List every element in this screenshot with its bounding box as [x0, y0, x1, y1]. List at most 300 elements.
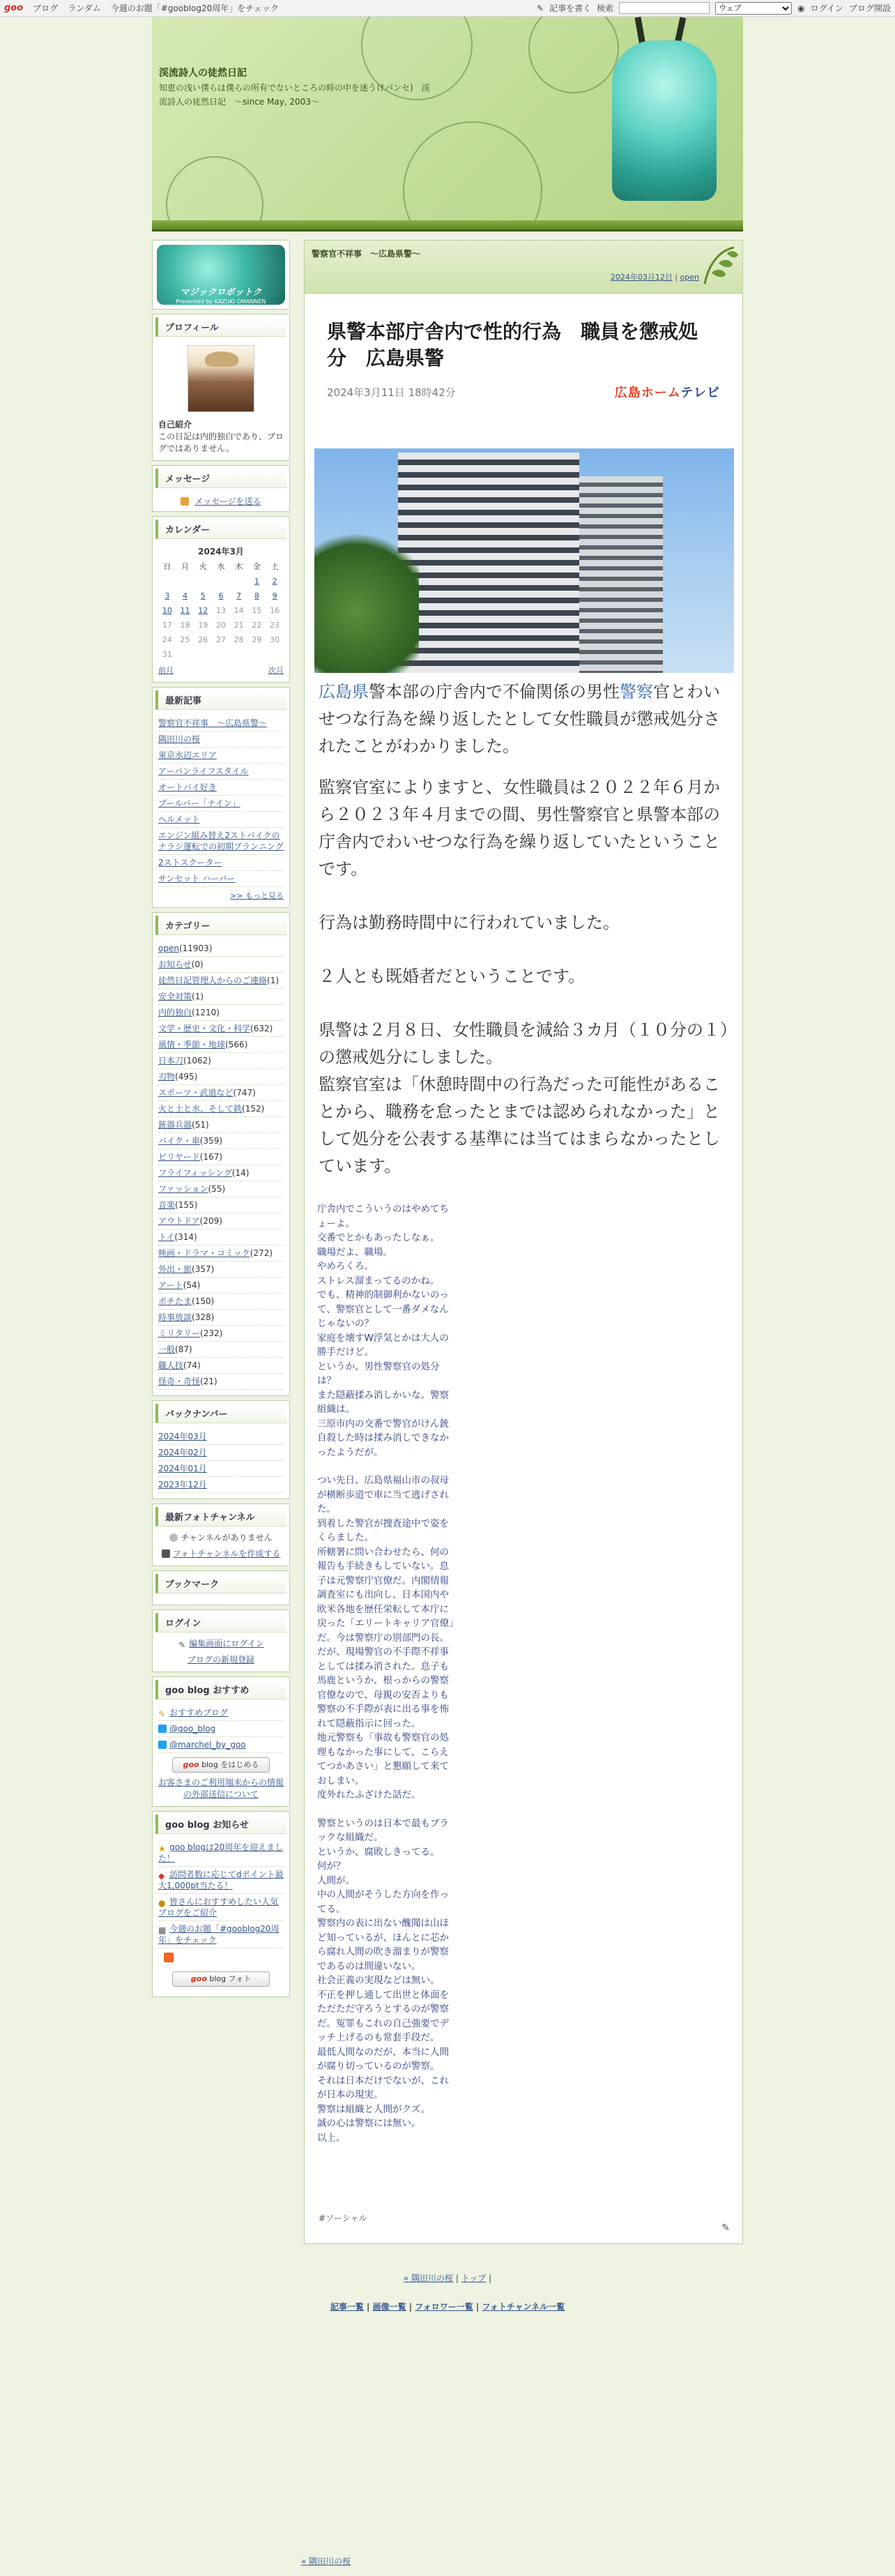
social-label: #ソーシャル	[319, 2213, 367, 2223]
pencil-icon: ✎	[537, 3, 544, 13]
calendar-day: 22	[252, 621, 262, 630]
login-heading: ログイン	[155, 1613, 286, 1632]
header-dessert-image	[612, 40, 717, 201]
calendar-weekday: 月	[181, 562, 190, 571]
calendar-day	[194, 603, 212, 618]
category-count: (152)	[242, 1104, 265, 1114]
more-articles-link[interactable]: >> もっと見る	[230, 891, 284, 900]
send-message-link[interactable]: メッセージを送る	[194, 497, 261, 506]
sidebar-logo-sub: Presented by KAZUKI OMANNEN	[176, 298, 266, 305]
category-count: (314)	[174, 1232, 197, 1242]
recent-article-link[interactable]: アーバンライフスタイル	[158, 766, 249, 776]
header-strip	[152, 220, 743, 232]
notice-link-weekly-theme[interactable]: 今週のお題「#gooblog20周年」をチェック	[158, 1924, 280, 1945]
building-image	[398, 453, 579, 673]
comment-line: だが、現場警官の不手際不祥事としては揉み消された。息子も馬鹿というか、根っからの警察官僚なので、母親の安否よりも警察の不手際が表に出る事を怖れて隠蔽指示に回った。	[317, 1646, 449, 1729]
list-item	[158, 1005, 284, 1021]
calendar-day: 24	[162, 635, 172, 644]
comment-line: というか、男性警察官の処分は？	[317, 1361, 440, 1386]
list-item	[158, 1245, 284, 1262]
calendar-day	[176, 574, 194, 589]
footer-prev-article-link[interactable]: « 隅田川の桜	[301, 2556, 351, 2566]
comment-line: でも、精神的制御利かないのって、警察官として一番ダメなんじゃないの？	[317, 1289, 449, 1329]
comment-line: 所轄署に問い合わせたら、何の報告も手続きもしていない。息子は元警察庁官僚だ。内閣情報調査室にも出向し、日本国内や欧米各地を歴任栄転して本庁に戻った「エリートキャリア官僚」だ。今は警察庁の別部門の長。	[317, 1546, 454, 1644]
notice-link-dpoint[interactable]: 訪問者数に応じてdポイント最大1,000pt当たる！	[158, 1870, 284, 1891]
recent-article-link[interactable]: サンセット ハーバー	[158, 874, 236, 884]
calendar-day: 23	[270, 621, 280, 630]
blog-header	[152, 17, 743, 220]
twitter-marchel-link[interactable]: @marchel_by_goo	[169, 1740, 246, 1750]
login-link[interactable]: ログイン	[810, 3, 843, 13]
category-link[interactable]: ファッション	[158, 1184, 208, 1194]
list-item	[158, 973, 284, 989]
blog-description: 知恵の浅い僕らは僕らの所有でないところの時の中を迷うけパンセ) 渓流詩人の徒然日記 〜since May, 2003〜	[159, 83, 430, 107]
profile-intro: この日記は内的独白であり、ブログではありません。	[158, 432, 284, 453]
category-link[interactable]: アウトドア	[158, 1216, 200, 1226]
profile-heading: プロフィール	[155, 317, 286, 337]
search-scope-select[interactable]	[715, 2, 792, 15]
calendar-day-link[interactable]: 8	[254, 591, 259, 600]
article-date: 2024年03月12日 | open	[610, 273, 699, 282]
category-link[interactable]: open	[158, 944, 179, 953]
footer-link-images[interactable]: 画像一覧	[372, 2302, 406, 2312]
recent-article-link[interactable]: オートバイ好き	[158, 782, 217, 792]
list-item	[158, 764, 284, 780]
list-item	[158, 1374, 284, 1390]
calendar-day: 21	[234, 621, 244, 630]
comment-line: 人間が。	[317, 1874, 355, 1886]
building-image	[579, 476, 663, 673]
calendar-day-link[interactable]: 11	[180, 606, 190, 615]
article-photo	[314, 448, 734, 673]
article-pubdate: 2024年3月11日 18時42分	[327, 386, 456, 399]
comment-line: 誠の心は警察には無い。	[317, 2118, 421, 2129]
notice-link-20th[interactable]: goo blogは20周年を迎えました！	[158, 1842, 284, 1863]
main-content	[304, 240, 743, 2244]
category-count: (328)	[192, 1312, 215, 1322]
goo-topbar	[0, 0, 895, 17]
recommended-blogs-link[interactable]: おすすめブログ	[169, 1708, 229, 1718]
list-item	[158, 941, 284, 957]
calendar-caption: 2024年3月	[198, 547, 244, 556]
comment-line: 社会正義の実現などは無い。	[317, 1975, 440, 1986]
category-link[interactable]: バイク・車	[158, 1136, 200, 1146]
message-box	[152, 465, 290, 512]
category-link[interactable]: 日本刀	[158, 1056, 184, 1066]
prev-article-link[interactable]: « 隅田川の桜	[403, 2273, 453, 2283]
list-item	[158, 957, 284, 973]
comment-line: 交番でとかもあったしなぁ。	[317, 1232, 440, 1243]
category-link[interactable]: 徒然日記管理人からのご連絡	[158, 976, 268, 985]
tree-image	[314, 520, 419, 673]
photo-channel-heading: 最新フォトチャンネル	[155, 1507, 286, 1526]
calendar-weekday: 日	[163, 562, 171, 571]
category-link[interactable]: スポーツ・武道など	[158, 1088, 234, 1098]
list-item	[158, 1262, 284, 1278]
article-header	[305, 241, 742, 294]
calendar-day	[212, 647, 230, 662]
profile-box	[152, 314, 290, 461]
category-count: (21)	[200, 1377, 217, 1386]
category-link[interactable]: 一般	[158, 1344, 176, 1354]
leaf-flourish-icon	[699, 243, 740, 289]
footer-link-photo-channels[interactable]: フォトチャンネル一覧	[482, 2302, 565, 2312]
keyword-link-police[interactable]: 警察	[620, 682, 653, 702]
article-paragraph: 監察官室は「休憩時間中の行為だった可能性があることから、職務を怠ったとまでは認められなかった」として処分を公表する基準には当てはまらなかったとしています。	[319, 1075, 720, 1176]
photo-channel-box	[152, 1503, 290, 1566]
top-link[interactable]: トップ	[461, 2273, 487, 2283]
article-paragraph: 行為は勤務時間中に行われていました。	[319, 913, 620, 932]
category-link[interactable]: 火と土と水、そして鉄	[158, 1104, 243, 1114]
open-blog-link[interactable]: ブログ開設	[848, 3, 891, 13]
comment-line: というか、腐敗しきってる。	[317, 1846, 440, 1858]
recent-article-link[interactable]: 2ストスクーター	[158, 858, 222, 867]
list-item	[158, 1326, 284, 1342]
article-category-link[interactable]: open	[680, 273, 699, 282]
category-count: (359)	[199, 1136, 223, 1146]
calendar-day	[194, 647, 212, 662]
list-item	[158, 780, 284, 796]
calendar-day-link[interactable]: 5	[200, 591, 206, 600]
comment-line: 家庭を壊すW浮気とかは大人の勝手だけど。	[317, 1332, 449, 1358]
blog-title[interactable]: 渓流詩人の徒然日記	[159, 68, 247, 79]
comment-line: 地元警察も「事故も警察官の処理もなかった事にして、こらえてつかあさい」と懇願して来ておしまい。	[317, 1732, 449, 1787]
goo-logo: goo	[183, 1760, 199, 1769]
calendar-day	[158, 574, 176, 589]
category-count: (55)	[208, 1184, 226, 1194]
calendar-weekday: 金	[252, 562, 261, 571]
category-count: (495)	[175, 1072, 198, 1082]
category-link[interactable]: 刃物	[158, 1072, 176, 1082]
category-count: (1)	[267, 976, 280, 985]
pencil-icon: ✎	[158, 1709, 166, 1719]
comment-line: 庁舎内でこういうのはやめてちょーよ。	[317, 1204, 449, 1229]
calendar-weekday: 水	[217, 562, 225, 571]
broadcaster-logo: 広島ホームテレビ	[614, 386, 720, 400]
calendar-day-link[interactable]: 2	[272, 577, 277, 586]
list-item	[158, 1085, 284, 1101]
comment-line: 警察は組織と人間がクズ。	[317, 2103, 431, 2115]
category-count: (74)	[183, 1361, 201, 1370]
calendar-day	[248, 647, 266, 662]
category-link[interactable]: フライフィッシング	[158, 1168, 232, 1178]
envelope-icon	[181, 497, 189, 506]
article	[304, 240, 743, 2244]
calendar-weekday: 木	[235, 562, 243, 571]
list-item	[158, 1133, 284, 1149]
category-link[interactable]: ミリタリー	[158, 1328, 201, 1338]
calendar-heading: カレンダー	[155, 520, 286, 539]
list-item	[158, 1278, 284, 1294]
comment-line: 度外れたふざけた話だ。	[317, 1789, 421, 1801]
recent-article-link[interactable]: 警察官不祥事 〜広島県警〜	[158, 718, 268, 728]
category-link[interactable]: 文学・歴史・文化・科学	[158, 1024, 251, 1033]
backnumber-link[interactable]: 2024年01月	[158, 1464, 207, 1473]
list-item	[158, 812, 284, 828]
recent-articles-box	[152, 687, 290, 908]
calendar-day: 27	[215, 635, 226, 644]
calendar-day	[194, 574, 212, 589]
list-item	[158, 828, 284, 855]
calendar-day	[266, 589, 284, 603]
list-item	[158, 1149, 284, 1165]
category-link[interactable]: 外出・旅	[158, 1264, 192, 1274]
comment-line: つい先日、広島県福山市の叔母が横断歩道で車に当て逃げされた。	[317, 1475, 449, 1515]
star-icon: ★	[158, 1844, 166, 1854]
calendar-day: 30	[270, 635, 280, 644]
footer-link-followers[interactable]: フォロワー一覧	[415, 2302, 473, 2312]
topbar-link-blog[interactable]: ブログ	[33, 3, 59, 13]
comment-line: 以上。	[317, 2132, 346, 2144]
comment-line: 中の人間がそうした方向を作ってる。	[317, 1889, 449, 1915]
start-goo-blog-button[interactable]: goo blog をはじめる	[172, 1757, 270, 1773]
list-item	[158, 1165, 284, 1181]
calendar-day	[266, 647, 284, 662]
article-headline: 県警本部庁舎内で性的行為 職員を懲戒処分 広島県警	[327, 320, 698, 370]
comment-line: 最低人間なのだが、本当に人間が腐り切っているのが警察。	[317, 2046, 449, 2072]
lace-decoration	[403, 121, 542, 220]
calendar-day	[266, 574, 284, 589]
calendar-icon: ▦	[158, 1925, 167, 1935]
category-count: (632)	[250, 1024, 273, 1033]
goo-blog-photo-button[interactable]: goo blog フォト	[172, 1971, 270, 1987]
category-count: (566)	[225, 1040, 248, 1050]
notice-link-popular[interactable]: 皆さんにおすすめしたい人気ブログをご紹介	[158, 1897, 279, 1918]
category-count: (1062)	[183, 1056, 211, 1066]
category-link[interactable]: お知らせ	[158, 960, 192, 969]
list-item	[158, 732, 284, 748]
login-icon: ◉	[797, 3, 805, 13]
calendar-day: 15	[252, 606, 262, 615]
profile-avatar	[188, 345, 254, 412]
calendar-day-link[interactable]: 10	[162, 606, 172, 615]
list-item	[158, 1310, 284, 1326]
sidebar-logo-image	[157, 245, 285, 305]
category-link[interactable]: トイ	[158, 1232, 175, 1242]
sidebar-logo-box	[152, 240, 290, 310]
category-count: (357)	[192, 1264, 215, 1274]
category-count: (272)	[250, 1248, 273, 1258]
list-item	[158, 855, 284, 871]
info-icon	[169, 1533, 178, 1542]
list-item	[158, 1069, 284, 1085]
comment-line: 警察というのは日本で最もブラックな組織だ。	[317, 1817, 449, 1843]
recent-article-link[interactable]: ブールバー「ナイン」	[158, 798, 240, 808]
calendar-day	[248, 574, 266, 589]
backnumber-link[interactable]: 2024年03月	[158, 1432, 207, 1441]
article-paragraph: ２人とも既婚者だということです。	[319, 967, 586, 986]
list-item	[158, 1294, 284, 1310]
category-count: (14)	[231, 1168, 250, 1178]
list-item	[158, 748, 284, 764]
comment-line: 何が？	[317, 1861, 346, 1872]
list-item	[158, 796, 284, 812]
category-link[interactable]: 音楽	[158, 1200, 176, 1210]
calendar-day-link[interactable]: 9	[272, 591, 277, 600]
lace-decoration	[528, 17, 619, 93]
category-count: (0)	[191, 960, 204, 969]
list-item	[158, 989, 284, 1005]
list-item	[158, 1429, 284, 1445]
category-link[interactable]: アート	[158, 1280, 183, 1290]
write-article-link[interactable]: 記事を書く	[549, 3, 592, 13]
notices-box	[152, 1811, 290, 1997]
calendar-day: 17	[162, 621, 172, 630]
comment-line: 三原市内の交番で警官がけん銃自殺した時は揉み消しできなかったようだが。	[317, 1418, 449, 1458]
list-item	[158, 1342, 284, 1358]
category-count: (747)	[233, 1088, 256, 1098]
calendar-day-link[interactable]: 3	[165, 591, 170, 600]
category-link[interactable]: 時事放談	[158, 1312, 192, 1322]
calendar-day	[212, 574, 230, 589]
calendar-day	[230, 647, 248, 662]
external-transmission-link[interactable]: お客さまのご利用端末からの情報の外部送信について	[158, 1778, 284, 1799]
list-item	[158, 1037, 284, 1053]
category-count: (155)	[175, 1200, 198, 1210]
calendar-prev-link[interactable]: 前月	[158, 666, 174, 675]
keyword-link-hiroshima[interactable]: 広島県	[319, 682, 369, 702]
search-input[interactable]	[619, 2, 710, 14]
calendar-day-link[interactable]: 6	[218, 591, 224, 600]
category-count: (51)	[192, 1120, 209, 1130]
list-item	[158, 1213, 284, 1229]
recent-article-link[interactable]: ヘルメット	[158, 815, 200, 824]
login-box	[152, 1609, 290, 1672]
calendar-day: 29	[252, 635, 262, 644]
edit-pen-icon[interactable]: ✎	[721, 2222, 730, 2234]
calendar-weekday: 土	[270, 562, 279, 571]
footer: « 隅田川の桜 | トップ | 記事一覧 | 画像一覧 | フォロワー一覧 | フォトチャンネル一覧	[330, 2273, 565, 2312]
recent-article-link[interactable]: エンジン組み替え2ストバイクのナラシ運転での初期ブランニング	[158, 831, 284, 851]
calendar-day: 26	[198, 635, 208, 644]
calendar-day	[212, 589, 230, 603]
article-text	[314, 673, 733, 1180]
calendar-day	[158, 603, 176, 618]
category-count: (11903)	[178, 944, 213, 953]
people-icon: ●	[158, 1898, 166, 1908]
twitter-icon	[158, 1725, 167, 1733]
category-count: (87)	[175, 1344, 192, 1354]
comment-line: 不正を押し通して出世と体面をただただ守ろうとするのが警察だ。冤罪もこれの自己強要でデッチ上げるのも常套手段だ。	[317, 1989, 449, 2043]
list-item	[158, 1358, 284, 1374]
comment-line: 到着した警官が捜査途中で姿をくらました。	[317, 1517, 449, 1543]
calendar-day	[230, 589, 248, 603]
calendar-day-link[interactable]: 4	[183, 591, 188, 600]
twitter-goo-blog-link[interactable]: @goo_blog	[169, 1724, 216, 1734]
search-label: 検索	[597, 3, 614, 13]
pencil-icon: ✎	[178, 1640, 186, 1650]
goo-logo: goo	[190, 1974, 207, 1983]
category-link[interactable]: 銃器兵器	[158, 1120, 192, 1130]
calendar-next-link[interactable]: 次月	[268, 666, 284, 675]
notices-heading: goo blog お知らせ	[155, 1814, 286, 1834]
list-item	[158, 1053, 284, 1069]
calendar-day: 31	[162, 650, 172, 659]
category-link[interactable]: 風情・季節・地球	[158, 1040, 226, 1050]
calendar-day	[158, 589, 176, 603]
comment-line: やめろくろ。	[317, 1261, 374, 1272]
category-link[interactable]: ビリヤード	[158, 1152, 200, 1162]
layout	[152, 240, 743, 2244]
article-paragraph: 県警は２月８日、女性職員を減給３カ月（１０分の１）の懲戒処分にしました。	[319, 1020, 728, 1067]
category-link[interactable]: 映画・ドラマ・コミック	[158, 1248, 250, 1258]
calendar-day	[176, 647, 194, 662]
article-date-link[interactable]: 2024年03月12日	[610, 273, 673, 282]
goo-logo[interactable]: goo	[4, 3, 24, 13]
message-heading: メッセージ	[155, 469, 286, 488]
camera-icon	[162, 1550, 170, 1558]
topbar-right	[537, 2, 891, 15]
recent-article-link[interactable]: 隅田川の桜	[158, 734, 201, 744]
social-section	[314, 2145, 733, 2243]
calendar-day-link[interactable]: 1	[254, 577, 259, 586]
calendar-day-link[interactable]: 12	[198, 606, 208, 615]
category-link[interactable]: ポチたま	[158, 1296, 192, 1306]
rss-icon[interactable]	[164, 1953, 174, 1962]
edit-login-link[interactable]: 編集画面にログイン	[189, 1639, 264, 1649]
list-item	[158, 1445, 284, 1461]
category-count: (232)	[200, 1328, 223, 1338]
list-item	[158, 1021, 284, 1037]
calendar-day: 18	[180, 621, 190, 630]
comment-line: 職場だよ、職場。	[317, 1246, 392, 1258]
calendar-day	[248, 589, 266, 603]
comment-line: 警察内の表に出ない醜聞は山ほど知っているが、ほんとに芯から腐れ人間の吹き溜まりが警察であるのは間違いない。	[317, 1918, 449, 1972]
topbar-link-random[interactable]: ランダム	[68, 3, 101, 13]
comment-line: また隠蔽揉み消しかいな。警察組織は。	[317, 1389, 449, 1415]
calendar-box	[152, 516, 290, 683]
author-comment	[314, 1180, 461, 2145]
article-paragraph: 監察官室によりますと、女性職員は２０２２年６月から２０２３年４月までの間、男性警察官と県警本部の庁舎内でわいせつな行為を繰り返していたということです。	[319, 778, 720, 879]
calendar-day: 19	[198, 621, 208, 630]
backnumber-link[interactable]: 2024年02月	[158, 1448, 207, 1457]
sidebar	[152, 240, 290, 2001]
calendar-weekday: 火	[199, 562, 207, 571]
comment-line: ストレス溜まってるのかね。	[317, 1275, 440, 1287]
comment-line: それは日本だけでないが、これが日本の現実。	[317, 2075, 449, 2100]
blog-page	[152, 17, 743, 2329]
list-item	[158, 1197, 284, 1213]
calendar-day	[176, 589, 194, 603]
create-photo-channel-link[interactable]: フォトチャンネルを作成する	[172, 1549, 281, 1559]
calendar-day	[176, 603, 194, 618]
category-count: (54)	[183, 1280, 201, 1290]
recent-article-link[interactable]: 東京水辺エリア	[158, 750, 217, 760]
category-link[interactable]: 怪奇・奇怪	[158, 1377, 201, 1386]
list-item	[158, 715, 284, 732]
footer-link-articles[interactable]: 記事一覧	[330, 2302, 364, 2312]
list-item	[158, 1101, 284, 1117]
category-count: (209)	[199, 1216, 222, 1226]
topbar-link-weekly-theme[interactable]: 今週のお題「#gooblog20周年」をチェック	[110, 3, 279, 13]
sidebar-logo-text: マジックロボットク	[180, 287, 262, 298]
new-blog-register-link[interactable]: ブログの新規登録	[187, 1655, 254, 1665]
category-link[interactable]: 職人技	[158, 1361, 184, 1370]
backnumber-heading: バックナンバー	[155, 1404, 286, 1423]
calendar-day-link[interactable]: 7	[236, 591, 242, 600]
calendar-table	[158, 559, 284, 662]
list-item	[158, 1117, 284, 1133]
backnumber-box	[152, 1400, 290, 1499]
article-category-title: 警察官不祥事 〜広島県警〜	[312, 249, 421, 259]
backnumber-link[interactable]: 2023年12月	[158, 1480, 207, 1490]
category-link[interactable]: 安全対策	[158, 992, 192, 1001]
calendar-day: 25	[180, 635, 190, 644]
diamond-icon: ◆	[158, 1871, 165, 1881]
twitter-icon	[158, 1741, 167, 1749]
category-link[interactable]: 内的独白	[158, 1008, 192, 1017]
bookmark-box	[152, 1570, 290, 1605]
